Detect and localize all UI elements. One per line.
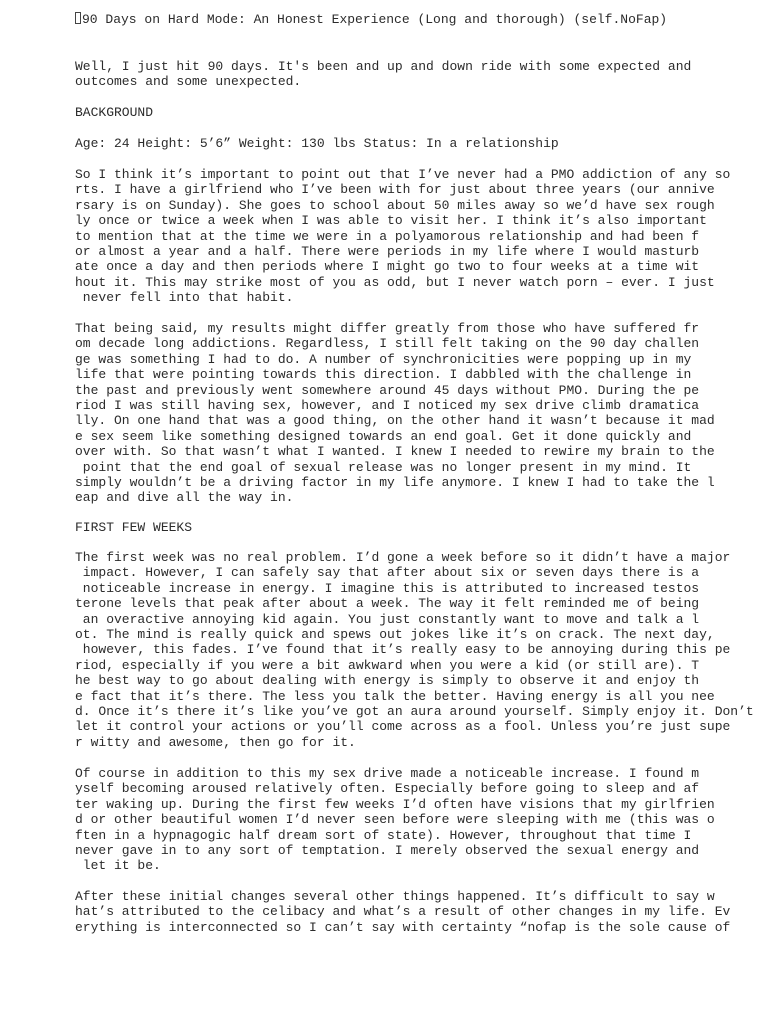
text-line: the past and previously went somewhere around 45 days without PMO. During the pe bbox=[75, 382, 700, 398]
text-line: Of course in addition to this my sex drive made a noticeable increase. I found m bbox=[75, 766, 700, 781]
text-line: an overactive annoying kid again. You just constantly want to move and talk a l bbox=[75, 611, 700, 627]
text-line: ot. The mind is really quick and spews out jokes like it’s on crack. The next day, bbox=[75, 627, 715, 642]
text-line: however, this fades. I’ve found that it’s really easy to be annoying during this pe bbox=[75, 642, 731, 658]
document-title-line bbox=[75, 12, 667, 28]
text-line: ge was something I had to do. A number of synchronicities were popping up in my bbox=[75, 351, 692, 367]
text-line: erything is interconnected so I can’t say with certainty “nofap is the sole cause of bbox=[75, 919, 731, 935]
text-line: let it control your actions or you’ll come across as a fool. Unless you’re just supe bbox=[75, 719, 731, 735]
text-line: over with. So that wasn’t what I wanted. I knew I needed to rewire my brain to the bbox=[75, 444, 715, 460]
text-line: The first week was no real problem. I’d gone a week before so it didn’t have a major bbox=[75, 550, 731, 565]
text-line: So I think it’s important to point out that I’ve never had a PMO addiction of any so bbox=[75, 167, 731, 182]
text-line: lly. On one hand that was a good thing, on the other hand it wasn’t because it mad bbox=[75, 413, 715, 429]
document-title: 90 Days on Hard Mode: An Honest Experience (Long and thorough) (self.NoFap) bbox=[82, 12, 668, 27]
text-line: simply wouldn’t be a driving factor in my life anymore. I knew I had to take the l bbox=[75, 475, 715, 490]
text-line: let it be. bbox=[75, 858, 161, 874]
text-line: e fact that it’s there. The less you talk the better. Having energy is all you nee bbox=[75, 688, 715, 704]
text-line: r witty and awesome, then go for it. bbox=[75, 734, 356, 750]
text-line: om decade long addictions. Regardless, I still felt taking on the 90 day challen bbox=[75, 336, 700, 352]
text-line: rts. I have a girlfriend who I’ve been with for just about three years (our annive bbox=[75, 182, 715, 198]
text-line: Well, I just hit 90 days. It's been and up and down ride with some expected and bbox=[75, 59, 692, 74]
text-line: ften in a hypnagogic half dream sort of state). However, throughout that time I bbox=[75, 827, 692, 843]
text-line: FIRST FEW WEEKS bbox=[75, 520, 193, 535]
text-line: never fell into that habit. bbox=[75, 290, 294, 306]
text-line: life that were pointing towards this direction. I dabbled with the challenge in bbox=[75, 367, 692, 383]
text-line: to mention that at the time we were in a polyamorous relationship and had been f bbox=[75, 228, 700, 244]
text-line: impact. However, I can safely say that after about six or seven days there is a bbox=[75, 565, 700, 581]
text-line: or almost a year and a half. There were periods in my life where I would masturb bbox=[75, 244, 700, 259]
text-line: After these initial changes several other things happened. It’s difficult to say w bbox=[75, 889, 715, 904]
text-line: d or other beautiful women I’d never seen before were sleeping with me (this was o bbox=[75, 812, 715, 828]
text-line: ter waking up. During the first few weeks I’d often have visions that my girlfrien bbox=[75, 796, 715, 812]
text-line: ate once a day and then periods where I might go two to four weeks at a time wit bbox=[75, 259, 700, 275]
text-line: riod I was still having sex, however, and I noticed my sex drive climb dramatica bbox=[75, 398, 700, 413]
text-line: terone levels that peak after about a week. The way it felt reminded me of being bbox=[75, 596, 700, 612]
text-line: Age: 24 Height: 5’6” Weight: 130 lbs Status: In a relationship bbox=[75, 136, 559, 151]
text-line: he best way to go about dealing with energy is simply to observe it and enjoy th bbox=[75, 673, 700, 689]
text-line: That being said, my results might differ greatly from those who have suffered fr bbox=[75, 321, 700, 336]
text-line: point that the end goal of sexual release was no longer present in my mind. It bbox=[75, 459, 692, 475]
text-line: ly once or twice a week when I was able to visit her. I think it’s also important bbox=[75, 213, 707, 229]
text-line: never gave in to any sort of temptation. I merely observed the sexual energy and bbox=[75, 843, 700, 858]
text-line: yself becoming aroused relatively often. Especially before going to sleep and af bbox=[75, 781, 700, 797]
missing-glyph-icon bbox=[75, 12, 81, 24]
text-line: outcomes and some unexpected. bbox=[75, 74, 302, 90]
text-line: eap and dive all the way in. bbox=[75, 490, 294, 506]
text-line: e sex seem like something designed towards an end goal. Get it done quickly and bbox=[75, 428, 692, 444]
text-line: BACKGROUND bbox=[75, 105, 154, 120]
text-line: d. Once it’s there it’s like you’ve got an aura around yourself. Simply enjoy it. Don’t bbox=[75, 704, 754, 719]
text-line: hout it. This may strike most of you as odd, but I never watch porn – ever. I just bbox=[75, 274, 715, 290]
text-line: hat’s attributed to the celibacy and what’s a result of other changes in my life. Ev bbox=[75, 904, 731, 920]
text-line: noticeable increase in energy. I imagine this is attributed to increased testos bbox=[75, 580, 700, 596]
text-line: rsary is on Sunday). She goes to school about 50 miles away so we’d have sex rough bbox=[75, 197, 715, 213]
text-line: riod, especially if you were a bit awkward when you were a kid (or still are). T bbox=[75, 657, 700, 673]
